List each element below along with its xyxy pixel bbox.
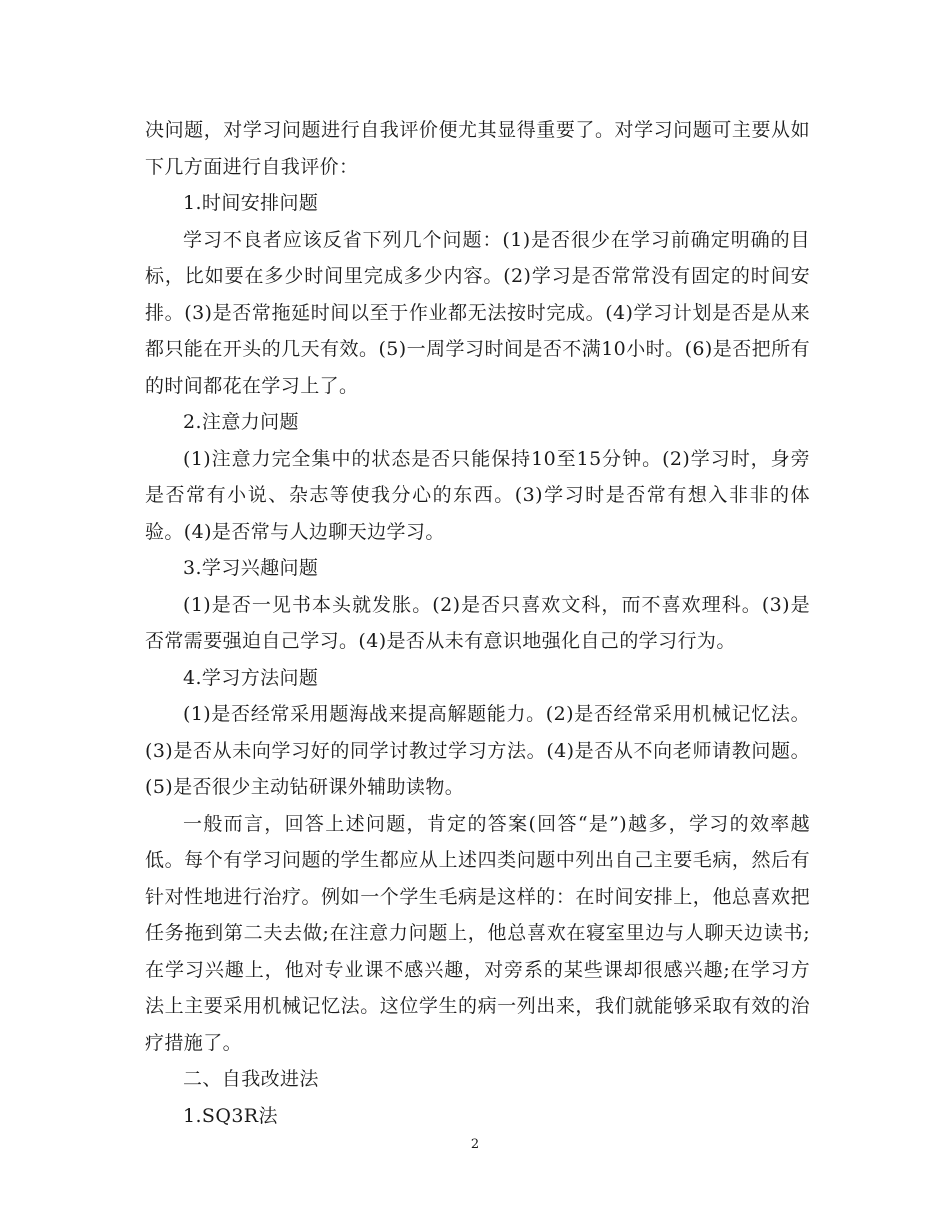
paragraph-attention-questions: (1)注意力完全集中的状态是否只能保持10至15分钟。(2)学习时，身旁是否常有小说、杂志等使我分心的东西。(3)学习时是否常有想入非非的体验。(4)是否常与人边聊天边学习。 [145, 447, 810, 543]
paragraph-interest-questions: (1)是否一见书本头就发胀。(2)是否只喜欢文科，而不喜欢理科。(3)是否常需要强迫自己学习。(4)是否从未有意识地强化自己的学习行为。 [145, 593, 810, 652]
heading-attention: 2.注意力问题 [183, 411, 299, 433]
page-number: 2 [470, 1137, 480, 1152]
paragraph-summary: 一般而言，回答上述问题，肯定的答案(回答“是”)越多，学习的效率越低。每个有学习问题的学生都应从上述四类问题中列出自己主要毛病，然后有针对性地进行治疗。例如一个学生毛病是这样的：在时间安排上，他总喜欢把任务拖到第二夫去做;在注意力问题上，他总喜欢在寝室里边与人聊天边读书;在学习兴趣上，他对专业课不感兴趣，对旁系的某些课却很感兴趣;在学习方法上主要采用机械记忆法。这位学生的病一列出来，我们就能够采取有效的治疗措施了。 [145, 812, 810, 1054]
heading-sq3r: 1.SQ3R法 [183, 1104, 278, 1127]
paragraph-method-questions: (1)是否经常采用题海战来提高解题能力。(2)是否经常采用机械记忆法。(3)是否从未向学习好的同学讨教过学习方法。(4)是否从不向老师请教问题。(5)是否很少主动钻研课外辅助读物。 [145, 703, 810, 798]
paragraph-continuation: 决问题，对学习问题进行自我评价便尤其显得重要了。对学习问题可主要从如下几方面进行自我评价： [145, 119, 810, 178]
heading-self-improvement: 二、自我改进法 [183, 1068, 319, 1090]
document-body [145, 112, 810, 1134]
paragraph-time-questions: 学习不良者应该反省下列几个问题：(1)是否很少在学习前确定明确的目标，比如要在多少时间里完成多少内容。(2)学习是否常常没有固定的时间安排。(3)是否常拖延时间以至于作业都无法按时完成。(4)学习计划是否是从来都只能在开头的几天有效。(5)一周学习时间是否不满10小时。(6)是否把所有的时间都花在学习上了。 [145, 228, 810, 397]
heading-interest: 3.学习兴趣问题 [183, 557, 319, 579]
heading-time-arrangement: 1.时间安排问题 [183, 192, 319, 214]
heading-method: 4.学习方法问题 [183, 666, 319, 689]
